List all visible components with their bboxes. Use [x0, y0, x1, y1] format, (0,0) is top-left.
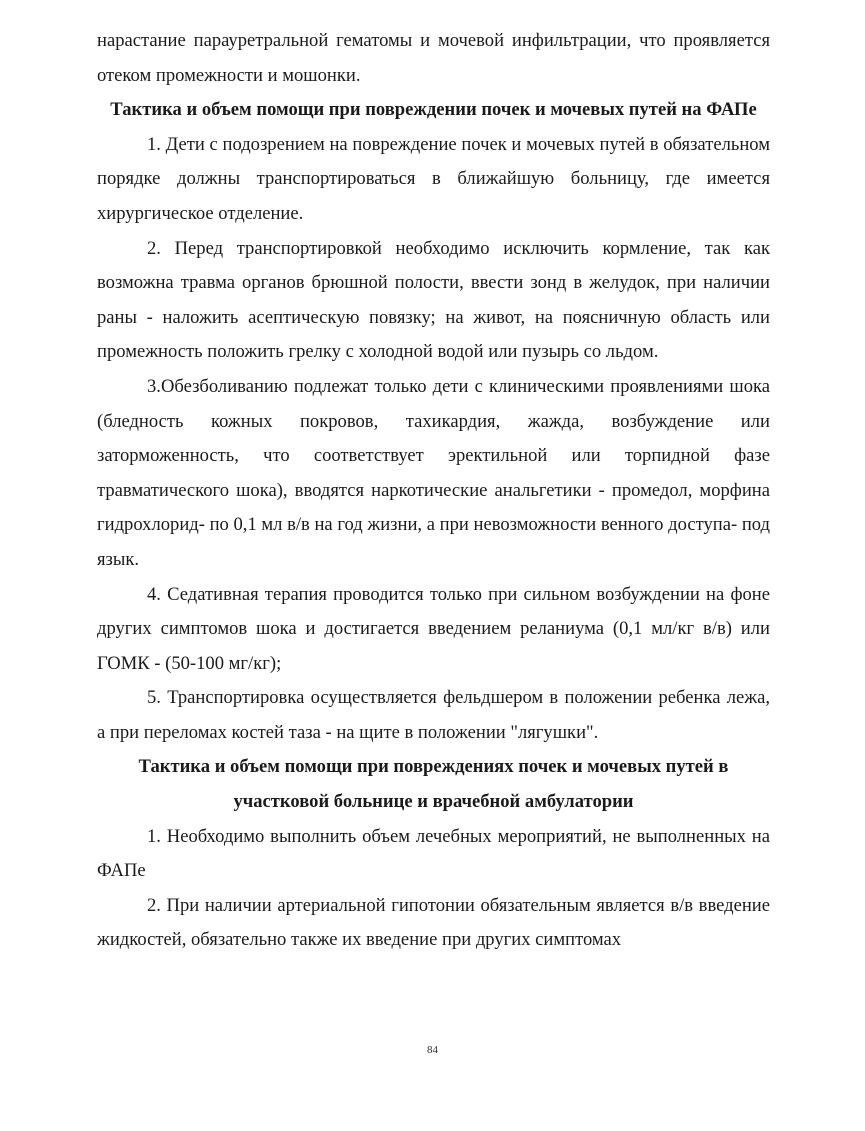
- paragraph-item-5: 5. Транспортировка осуществляется фельдшером в положении ребенка лежа, а при переломах костей таза - на щите в положении "лягушки".: [97, 687, 770, 743]
- section-heading-fap: Тактика и объем помощи при повреждении почек и мочевых путей на ФАПе: [110, 99, 757, 121]
- paragraph-item-4: 4. Седативная терапия проводится только при сильном возбуждении на фоне других симптомов шока и достигается введением реланиума (0,1 мл/кг в/в) или ГОМК - (50-100 мг/кг);: [97, 583, 770, 674]
- paragraph-item-3: 3.Обезболиванию подлежат только дети с клиническими проявлениями шока (бледность кожных покровов, тахикардия, жажда, возбуждение или заторможенность, что соответствует эректильной или торпидной фазе травматического шока), вводятся наркотические анальгетики - промедол, морфина гидрохлорид- по 0,1 мл в/в на год жизни, а при невозможности венного доступа- под язык.: [97, 375, 770, 570]
- paragraph-hospital-item-1: 1. Необходимо выполнить объем лечебных мероприятий, не выполненных на ФАПе: [97, 825, 770, 882]
- paragraph-item-2: 2. Перед транспортировкой необходимо исключить кормление, так как возможна травма органов брюшной полости, ввести зонд в желудок, при наличии раны - наложить асептическую повязку; на живот, на поясничную область или промежность положить грелку с холодной водой или пузырь со льдом.: [97, 237, 770, 363]
- paragraph-item-1: 1. Дети с подозрением на повреждение почек и мочевых путей в обязательном порядке должны транспортироваться в ближайшую больницу, где имеется хирургическое отделение.: [97, 133, 770, 224]
- document-page: [97, 24, 770, 958]
- paragraph-hospital-item-2: 2. При наличии артериальной гипотонии обязательным является в/в введение жидкостей, обязательно также их введение при других симптомах: [97, 894, 770, 951]
- section-heading-hospital: Тактика и объем помощи при повреждениях почек и мочевых путей в участковой больнице и врачебной амбулатории: [138, 756, 729, 813]
- page-number: 84: [427, 1044, 438, 1056]
- paragraph-continuation: нарастание парауретральной гематомы и мочевой инфильтрации, что проявляется отеком промежности и мошонки.: [97, 30, 770, 86]
